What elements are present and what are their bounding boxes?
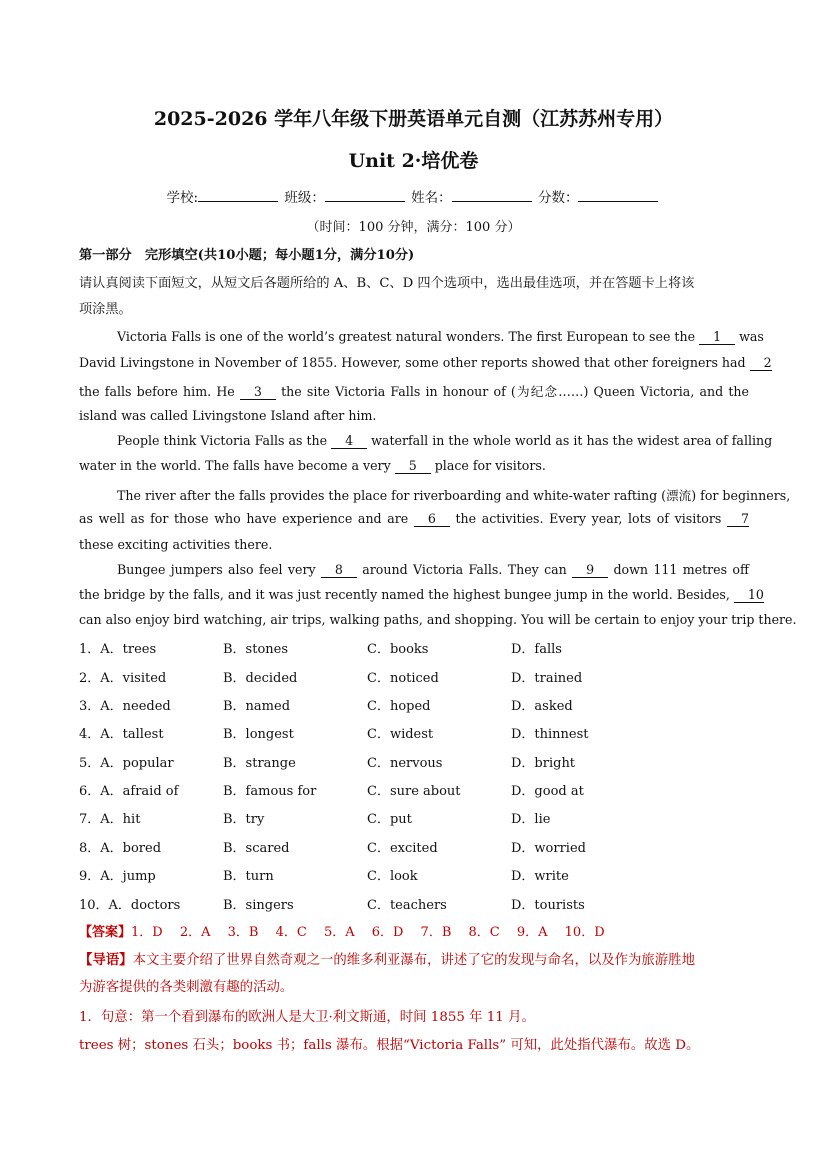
guide-label: 【导语】	[79, 952, 133, 968]
option-d[interactable]: D．bright	[511, 756, 576, 771]
option-a[interactable]: 5．A．popular	[79, 756, 174, 771]
option-d[interactable]: D．trained	[511, 671, 583, 686]
option-b[interactable]: B．named	[223, 699, 291, 714]
page-subtitle: Unit 2·培优卷	[348, 150, 479, 172]
option-c[interactable]: C．put	[367, 812, 412, 827]
passage-line: The river after the falls provides the place for riverboarding and white-water rafting (漂流) for beginners,	[117, 488, 791, 503]
option-a[interactable]: 8．A．bored	[79, 841, 162, 856]
class-blank[interactable]	[325, 189, 405, 202]
blank-7[interactable]: 7	[727, 512, 749, 527]
option-b[interactable]: B．try	[223, 812, 265, 827]
student-info-row	[0, 186, 827, 206]
option-d[interactable]: D．lie	[511, 812, 551, 827]
option-c[interactable]: C．excited	[367, 841, 438, 856]
option-b[interactable]: B．singers	[223, 898, 294, 913]
instruction-line-1: 请认真阅读下面短文，从短文后各题所给的 A、B、C、D 四个选项中，选出最佳选项，并在答题卡上将该	[79, 276, 695, 291]
option-c[interactable]: C．look	[367, 869, 418, 884]
option-a[interactable]: 9．A．jump	[79, 869, 156, 884]
blank-10[interactable]: 10	[734, 588, 764, 603]
passage-line: the falls before him. He 3 the site Victoria Falls in honour of (为纪念……) Queen Victoria, and the	[79, 384, 749, 399]
option-b[interactable]: B．famous for	[223, 784, 317, 799]
passage-line: can also enjoy bird watching, air trips, walking paths, and shopping. You will be certain to enjoy your trip there.	[79, 612, 797, 627]
option-b[interactable]: B．strange	[223, 756, 296, 771]
passage-line: People think Victoria Falls as the 4 waterfall in the whole world as it has the widest area of falling	[117, 433, 773, 448]
blank-3[interactable]: 3	[240, 385, 276, 400]
guide-line-1: 【导语】本文主要介绍了世界自然奇观之一的维多利亚瀑布，讲述了它的发现与命名，以及作为旅游胜地	[79, 952, 695, 968]
passage-line: water in the world. The falls have become a very 5 place for visitors.	[79, 458, 546, 473]
guide-line-2: 为游客提供的各类刺激有趣的活动。	[79, 980, 294, 995]
option-a[interactable]: 4．A．tallest	[79, 727, 164, 742]
passage-line: Bungee jumpers also feel very 8 around Victoria Falls. They can 9 down 111 metres off	[117, 562, 749, 577]
name-blank[interactable]	[452, 189, 532, 202]
blank-1[interactable]: 1	[699, 330, 735, 345]
option-d[interactable]: D．worried	[511, 841, 586, 856]
score-label: 分数：	[537, 190, 579, 206]
score-blank[interactable]	[578, 189, 658, 202]
passage-line: Victoria Falls is one of the world’s greatest natural wonders. The first European to see the 1 was	[117, 329, 764, 344]
option-c[interactable]: C．teachers	[367, 898, 447, 913]
option-d[interactable]: D．good at	[511, 784, 584, 799]
option-a[interactable]: 10．A．doctors	[79, 898, 181, 913]
option-c[interactable]: C．hoped	[367, 699, 431, 714]
option-d[interactable]: D．asked	[511, 699, 573, 714]
passage-line: these exciting activities there.	[79, 537, 273, 552]
option-a[interactable]: 2．A．visited	[79, 671, 167, 686]
school-blank[interactable]	[198, 189, 278, 202]
name-label: 姓名：	[411, 190, 452, 206]
passage-line: the bridge by the falls, and it was just recently named the highest bungee jump in the world. Besides, 10	[79, 587, 764, 602]
option-c[interactable]: C．nervous	[367, 756, 443, 771]
option-b[interactable]: B．scared	[223, 841, 290, 856]
time-note: （时间：100 分钟，满分：100 分）	[306, 220, 521, 235]
blank-6[interactable]: 6	[414, 512, 450, 527]
blank-9[interactable]: 9	[572, 563, 608, 578]
page-title: 2025-2026 学年八年级下册英语单元自测（江苏苏州专用）	[153, 108, 674, 130]
blank-2[interactable]: 2	[750, 356, 772, 371]
option-d[interactable]: D．thinnest	[511, 727, 589, 742]
section-heading: 第一部分 完形填空(共10小题；每小题1分，满分10分)	[79, 248, 415, 263]
answer-text: 1．D 2．A 3．B 4．C 5．A 6．D 7．B 8．C 9．A 10．D	[131, 925, 605, 940]
answer-label: 【答案】	[79, 925, 132, 940]
option-a[interactable]: 3．A．needed	[79, 699, 171, 714]
option-a[interactable]: 1．A．trees	[79, 642, 157, 657]
blank-4[interactable]: 4	[331, 434, 367, 449]
option-d[interactable]: D．tourists	[511, 898, 585, 913]
explain-line-1: 1．句意：第一个看到瀑布的欧洲人是大卫·利文斯通，时间 1855 年 11 月。	[79, 1010, 535, 1025]
instruction-line-2: 项涂黑。	[79, 302, 132, 317]
option-d[interactable]: D．write	[511, 869, 569, 884]
passage-line: as well as for those who have experience and are 6 the activities. Every year, lots of visitors 7	[79, 511, 749, 526]
option-b[interactable]: B．longest	[223, 727, 294, 742]
option-a[interactable]: 6．A．afraid of	[79, 784, 179, 799]
option-a[interactable]: 7．A．hit	[79, 812, 141, 827]
school-label: 学校:	[166, 190, 199, 206]
class-label: 班级：	[284, 190, 325, 206]
option-b[interactable]: B．stones	[223, 642, 289, 657]
answer-line	[79, 921, 749, 940]
option-c[interactable]: C．sure about	[367, 784, 461, 799]
option-c[interactable]: C．widest	[367, 727, 434, 742]
option-c[interactable]: C．noticed	[367, 671, 439, 686]
explain-line-2: trees 树；stones 石头；books 书；falls 瀑布。根据“Victoria Falls” 可知，此处指代瀑布。故选 D。	[79, 1038, 700, 1053]
passage-line: David Livingstone in November of 1855. However, some other reports showed that other foreigners had 2	[79, 355, 772, 370]
blank-8[interactable]: 8	[321, 563, 357, 578]
blank-5[interactable]: 5	[395, 459, 431, 474]
option-c[interactable]: C．books	[367, 642, 429, 657]
option-b[interactable]: B．decided	[223, 671, 298, 686]
passage-line: island was called Livingstone Island after him.	[79, 408, 377, 423]
option-d[interactable]: D．falls	[511, 642, 562, 657]
option-b[interactable]: B．turn	[223, 869, 274, 884]
